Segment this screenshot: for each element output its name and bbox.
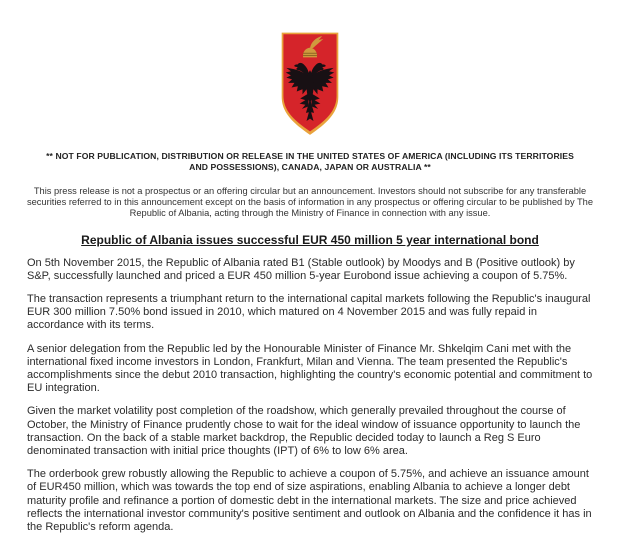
press-release-title: Republic of Albania issues successful EUR 450 million 5 year international bond bbox=[81, 232, 539, 247]
legal-disclaimer: This press release is not a prospectus or an offering circular but an announcement. Investors should not subscribe for any transferable securities referred to in this announcement except on the basis of information in any prospectus or offering circular to be published by The Republic of Albania, acting through the Ministry of Finance in connection with any issue. bbox=[26, 186, 594, 218]
albania-emblem bbox=[0, 0, 620, 136]
paragraph-orderbook-result: The orderbook grew robustly allowing the Republic to achieve a coupon of 5.75%, and achieve an issuance amount of EUR450 million, which was towards the top end of size aspirations, enabling Albania to achieve a longer debt maturity profile and refinance a portion of domestic debt in the international markets. The size and price achieved reflects the international investor community's positive sentiment and outlook on Albania and the confidence it has in the Republic's reform agenda. bbox=[27, 468, 592, 534]
restriction-notice: ** NOT FOR PUBLICATION, DISTRIBUTION OR RELEASE IN THE UNITED STATES OF AMERICA (INCLUDING ITS TERRITORIES AND POSSESSIONS), CANADA, JAPAN OR AUSTRALIA ** bbox=[46, 151, 574, 172]
paragraph-roadshow-delegation: A senior delegation from the Republic led by the Honourable Minister of Finance Mr. Shkelqim Cani met with the international fixed income investors in London, Frankfurt, Milan and Vienna. The team presented the Republic's accomplishments since the debut 2010 transaction, highlighting the country's economic potential and commitment to EU integration. bbox=[27, 342, 593, 395]
albania-coat-of-arms-icon bbox=[281, 32, 339, 136]
paragraph-launch-decision: Given the market volatility post completion of the roadshow, which generally prevailed throughout the course of October, the Ministry of Finance prudently chose to wait for the ideal window of issuance opportunity to launch the transaction. On the back of a stable market backdrop, the Republic decided today to launch a Reg S Euro denominated transaction with initial price thoughts (IPT) of 6% to low 6% area. bbox=[27, 405, 581, 458]
paragraph-issue-summary: On 5th November 2015, the Republic of Albania rated B1 (Stable outlook) by Moodys and B (Positive outlook) by S&P, successfully launched and priced a EUR 450 million 5-year Eurobond issue achieving a coupon of 5.75%. bbox=[27, 256, 575, 282]
paragraph-market-return: The transaction represents a triumphant return to the international capital markets following the Republic's inaugural EUR 300 million 7.50% bond issued in 2010, which matured on 4 November 2015 and was fully repaid in accordance with its terms. bbox=[27, 292, 591, 332]
press-release-body bbox=[0, 257, 620, 535]
